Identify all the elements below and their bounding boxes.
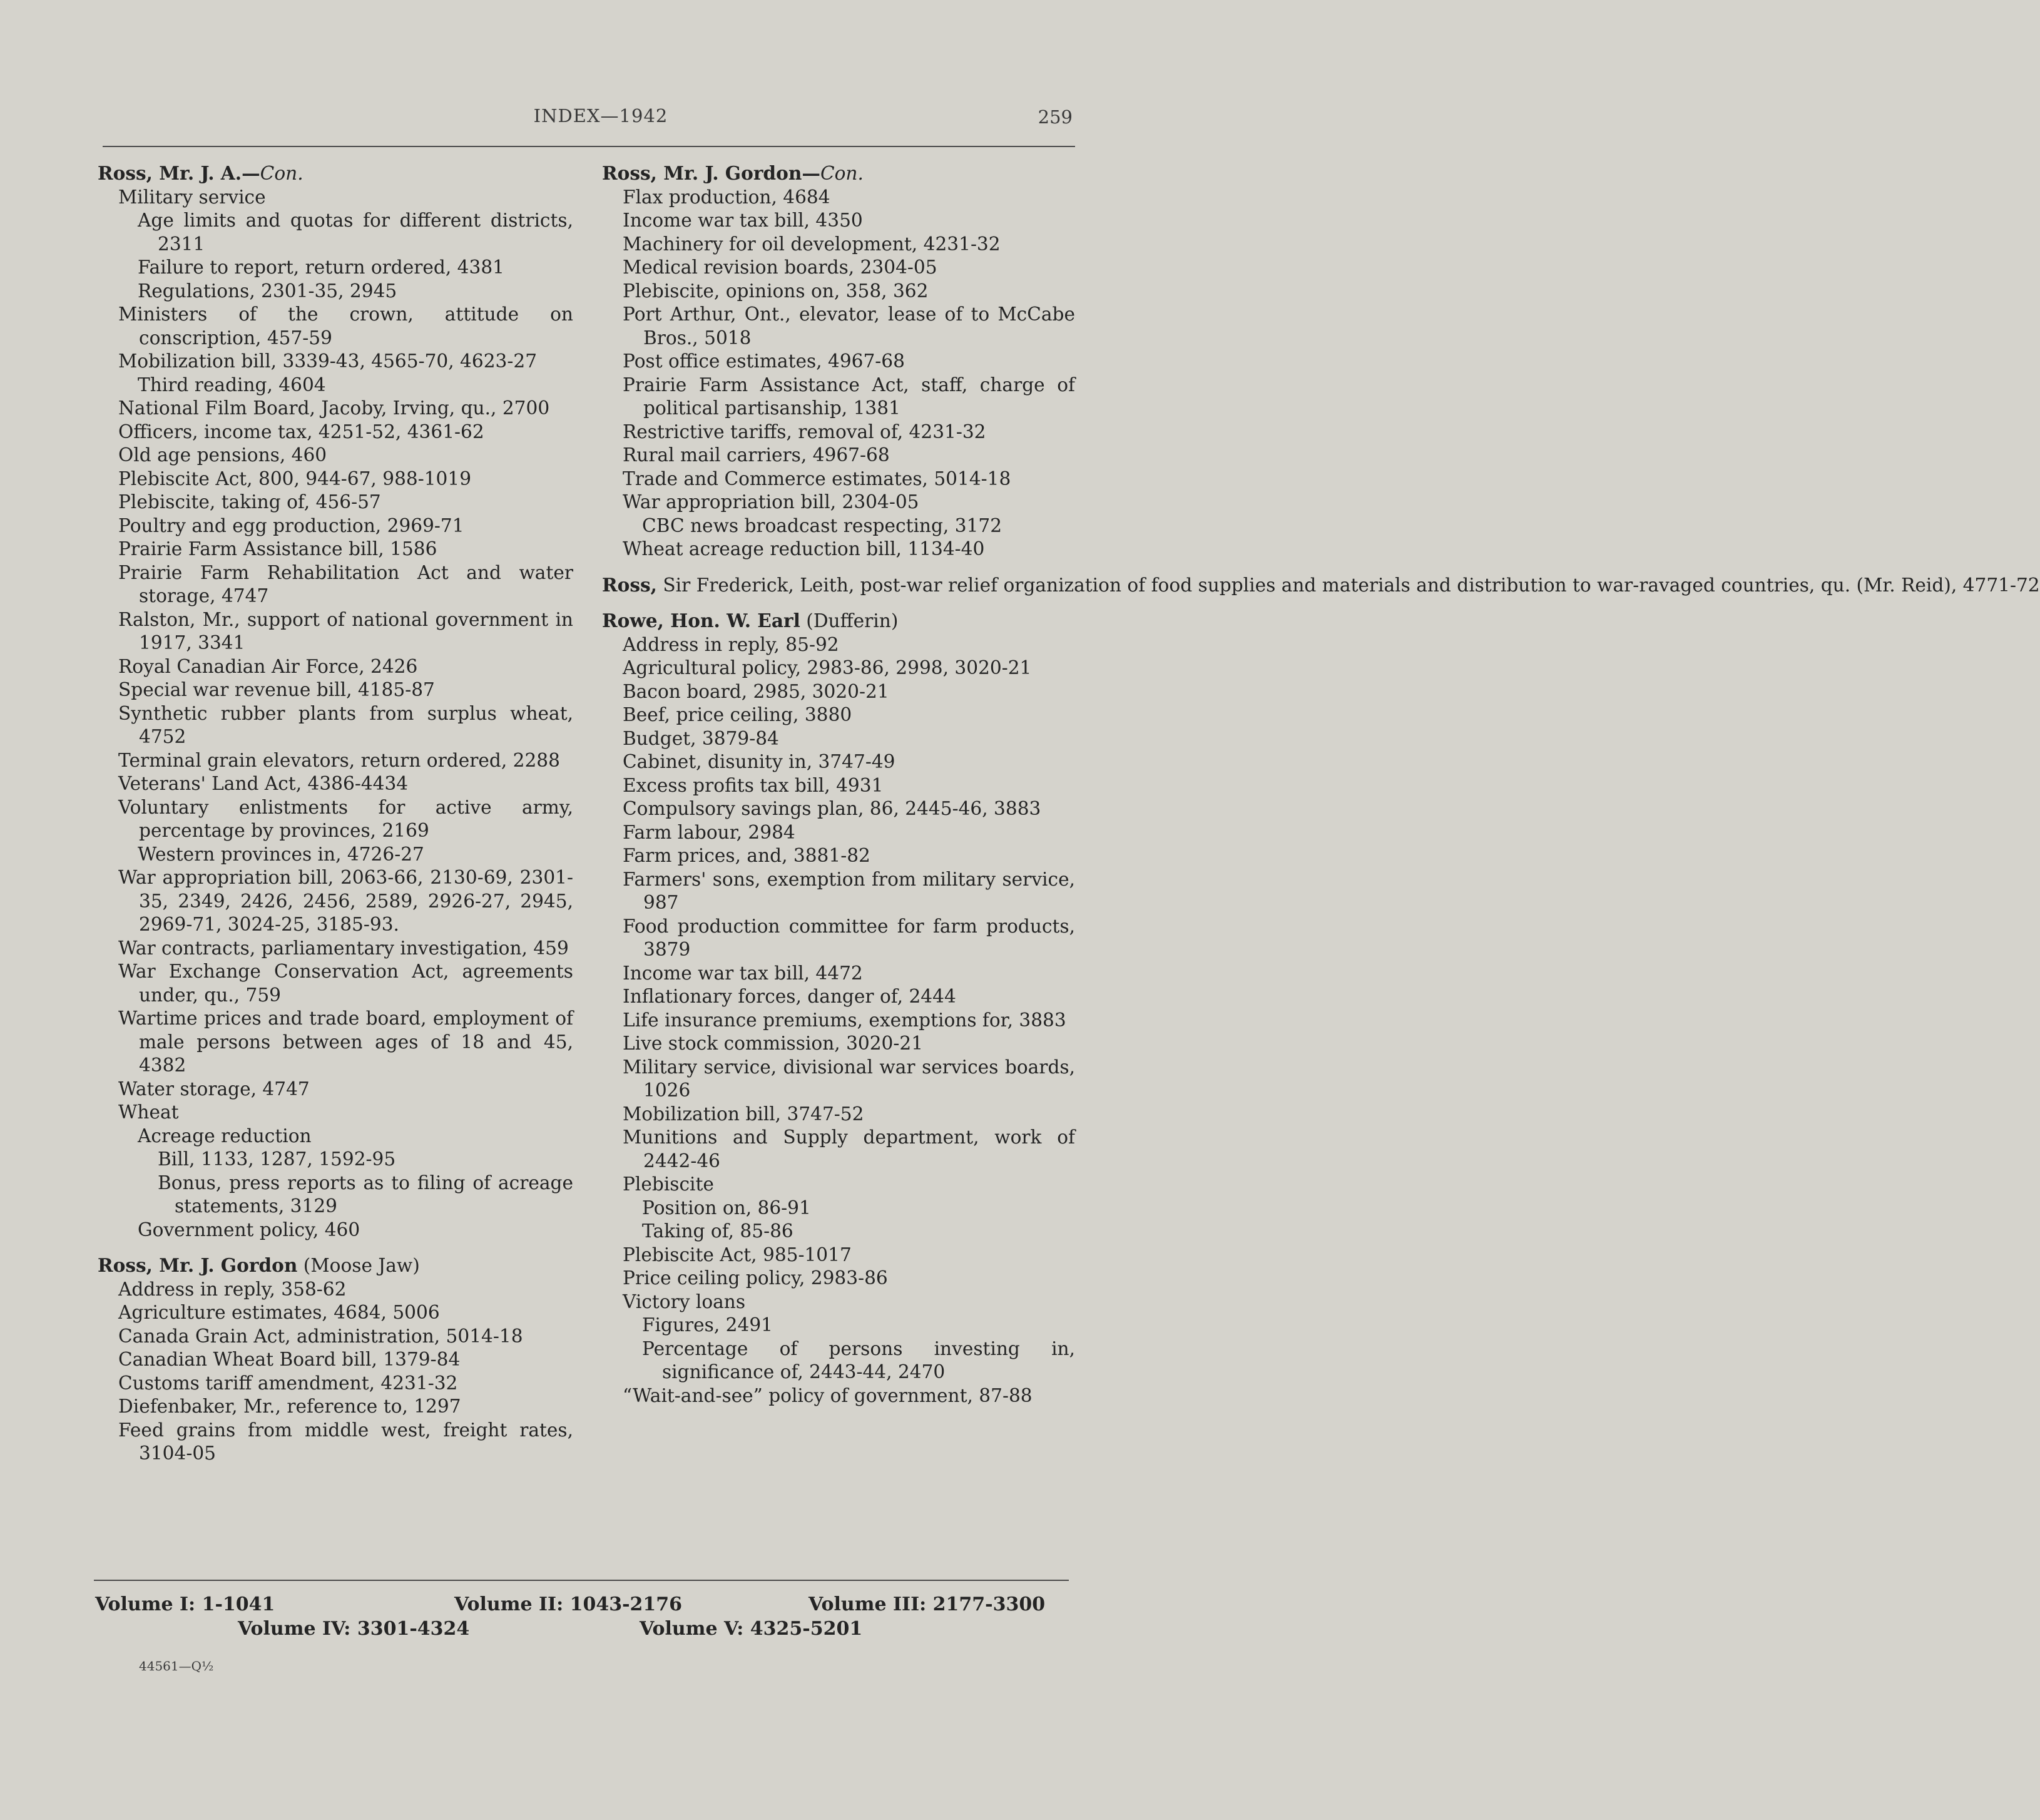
entry-continued-label: Con.: [260, 163, 303, 184]
entry-heading: [602, 161, 1075, 186]
entry-constituency: (Dufferin): [800, 610, 899, 631]
index-subentry: Old age pensions, 460: [118, 444, 327, 466]
entry-name: Ross,: [602, 573, 657, 596]
index-subentry: Income war tax bill, 4472: [623, 962, 863, 984]
index-subentry: Veterans' Land Act, 4386-4434: [118, 773, 409, 794]
index-subentry: Feed grains from middle west, freight rates, 3104-05: [118, 1419, 573, 1464]
index-subentry: Plebiscite Act, 800, 944-67, 988-1019: [118, 468, 472, 489]
index-subentry: Terminal grain elevators, return ordered, 2288: [118, 749, 560, 771]
index-subentry: Inflationary forces, danger of, 2444: [623, 986, 956, 1007]
index-subentry: Prairie Farm Assistance bill, 1586: [118, 538, 437, 560]
footer-rule: [94, 1580, 1069, 1581]
index-subentry: Prairie Farm Assistance Act, staff, charge of political partisanship, 1381: [623, 374, 1075, 419]
index-subentry: Canada Grain Act, administration, 5014-18: [118, 1325, 523, 1347]
entry-heading: [98, 161, 573, 186]
index-subentry: Royal Canadian Air Force, 2426: [118, 655, 418, 677]
entry-name: Ross, Mr. J. Gordon: [98, 1254, 298, 1276]
index-subentry: Price ceiling policy, 2983-86: [623, 1267, 888, 1289]
index-entry: [98, 161, 573, 1242]
index-subentry: CBC news broadcast respecting, 3172: [642, 514, 1002, 536]
volume-4-range: Volume IV: 3301-4324: [238, 1618, 470, 1640]
entry-continued-label: Con.: [820, 163, 864, 184]
index-subentry: Plebiscite, taking of, 456-57: [118, 491, 381, 513]
entry-heading: [602, 609, 1075, 633]
index-subentry: Port Arthur, Ont., elevator, lease of to McCabe Bros., 5018: [623, 304, 1075, 349]
index-subentry: Mobilization bill, 3747-52: [623, 1103, 864, 1125]
index-subentry: Beef, price ceiling, 3880: [623, 704, 852, 725]
index-subentry: War appropriation bill, 2063-66, 2130-69, 2301-35, 2349, 2426, 2456, 2589, 2926-27, 2945, 2969-71, 3024-25, 3185-93.: [118, 867, 573, 935]
volume-2-range: Volume II: 1043-2176: [454, 1593, 683, 1615]
entry-name: Ross, Mr. J. Gordon—: [602, 162, 820, 184]
right-column: [602, 161, 2040, 1419]
index-subentry: Canadian Wheat Board bill, 1379-84: [118, 1349, 461, 1370]
index-subentry: Government policy, 460: [138, 1219, 360, 1240]
index-subentry: Farm prices, and, 3881-82: [623, 845, 870, 866]
index-subentry: Medical revision boards, 2304-05: [623, 257, 937, 278]
index-subentry: Food production committee for farm products, 3879: [623, 915, 1075, 960]
index-subentry: Plebiscite: [623, 1173, 714, 1195]
index-subentry: Address in reply, 358-62: [118, 1278, 347, 1300]
index-subentry: Agriculture estimates, 4684, 5006: [118, 1302, 440, 1323]
index-subentry: Wheat: [118, 1102, 179, 1123]
index-subentry: Plebiscite Act, 985-1017: [623, 1244, 852, 1265]
index-subentry: Military service, divisional war services boards, 1026: [623, 1056, 1075, 1101]
index-subentry: Water storage, 4747: [118, 1078, 310, 1100]
index-entry: [602, 609, 1075, 1408]
index-subentry: Voluntary enlistments for active army, percentage by provinces, 2169: [118, 796, 573, 841]
print-code: 44561—Q½: [139, 1659, 214, 1674]
index-subentry: Farmers' sons, exemption from military service, 987: [623, 868, 1075, 913]
index-subentry: Military service: [118, 186, 266, 208]
entry-heading: [602, 573, 2040, 598]
index-subentry: Western provinces in, 4726-27: [138, 843, 424, 865]
index-subentry: Post office estimates, 4967-68: [623, 350, 905, 372]
index-entry: [602, 573, 2040, 598]
index-subentry: Rural mail carriers, 4967-68: [623, 444, 890, 466]
index-subentry: Bonus, press reports as to filing of acreage statements, 3129: [158, 1172, 573, 1217]
index-subentry: Compulsory savings plan, 86, 2445-46, 3883: [623, 798, 1041, 819]
volume-1-range: Volume I: 1-1041: [95, 1593, 275, 1615]
index-subentry: Mobilization bill, 3339-43, 4565-70, 4623-27: [118, 350, 538, 372]
index-subentry: Figures, 2491: [642, 1314, 773, 1336]
index-subentry: Position on, 86-91: [642, 1197, 811, 1219]
index-subentry: Bill, 1133, 1287, 1592-95: [158, 1148, 396, 1170]
index-subentry: Third reading, 4604: [138, 374, 326, 396]
index-subentry: Trade and Commerce estimates, 5014-18: [623, 468, 1011, 489]
index-subentry: Address in reply, 85-92: [623, 633, 839, 655]
index-subentry: Cabinet, disunity in, 3747-49: [623, 751, 895, 772]
index-subentry: War contracts, parliamentary investigation, 459: [118, 937, 569, 959]
index-subentry: Acreage reduction: [138, 1125, 312, 1147]
index-subentry: Special war revenue bill, 4185-87: [118, 679, 435, 700]
volume-5-range: Volume V: 4325-5201: [640, 1618, 863, 1640]
page-number: 259: [1038, 106, 1073, 128]
entry-name: Ross, Mr. J. A.—: [98, 162, 260, 184]
index-entry: [98, 1254, 573, 1466]
header-rule: [103, 146, 1075, 147]
index-subentry: Officers, income tax, 4251-52, 4361-62: [118, 421, 484, 442]
index-subentry: Life insurance premiums, exemptions for, 3883: [623, 1009, 1066, 1031]
index-subentry: Munitions and Supply department, work of 2442-46: [623, 1127, 1075, 1172]
index-subentry: Customs tariff amendment, 4231-32: [118, 1372, 458, 1394]
volume-3-range: Volume III: 2177-3300: [808, 1593, 1046, 1615]
index-subentry: Ministers of the crown, attitude on conscription, 457-59: [118, 304, 573, 349]
index-subentry: Income war tax bill, 4350: [623, 210, 863, 231]
index-subentry: War Exchange Conservation Act, agreements under, qu., 759: [118, 961, 573, 1006]
entry-constituency: Sir Frederick, Leith, post-war relief organization of food supplies and materials and distribution to war-ravaged countries, qu. (Mr. Reid), 4771-72: [656, 574, 2040, 596]
index-subentry: War appropriation bill, 2304-05: [623, 491, 919, 513]
index-subentry: Wartime prices and trade board, employment of male persons between ages of 18 and 45, 4382: [118, 1008, 573, 1076]
index-subentry: Farm labour, 2984: [623, 821, 795, 843]
index-subentry: Live stock commission, 3020-21: [623, 1033, 924, 1054]
index-subentry: Diefenbaker, Mr., reference to, 1297: [118, 1396, 461, 1417]
index-subentry: Wheat acreage reduction bill, 1134-40: [623, 538, 985, 560]
index-subentry: Synthetic rubber plants from surplus wheat, 4752: [118, 702, 573, 747]
index-subentry: Failure to report, return ordered, 4381: [138, 257, 504, 278]
index-subentry: Prairie Farm Rehabilitation Act and water storage, 4747: [118, 561, 573, 606]
index-subentry: Bacon board, 2985, 3020-21: [623, 680, 889, 702]
index-subentry: Age limits and quotas for different districts, 2311: [138, 210, 573, 255]
page-header-title: INDEX—1942: [533, 105, 668, 126]
index-subentry: Ralston, Mr., support of national government in 1917, 3341: [118, 608, 573, 653]
index-subentry: Regulations, 2301-35, 2945: [138, 280, 397, 302]
index-subentry: Taking of, 85-86: [642, 1220, 793, 1242]
index-subentry: National Film Board, Jacoby, Irving, qu., 2700: [118, 397, 550, 419]
index-subentry: Agricultural policy, 2983-86, 2998, 3020-21: [623, 657, 1032, 678]
entry-heading: [98, 1254, 573, 1278]
index-subentry: Plebiscite, opinions on, 358, 362: [623, 280, 929, 302]
index-subentry: Machinery for oil development, 4231-32: [623, 233, 1001, 255]
index-subentry: Excess profits tax bill, 4931: [623, 774, 884, 796]
left-column: [98, 161, 573, 1478]
index-subentry: Flax production, 4684: [623, 186, 830, 208]
index-subentry: Percentage of persons investing in, significance of, 2443-44, 2470: [642, 1337, 1075, 1383]
entry-constituency: (Moose Jaw): [297, 1255, 420, 1276]
index-subentry: Victory loans: [623, 1291, 746, 1312]
index-subentry: Restrictive tariffs, removal of, 4231-32: [623, 421, 986, 442]
index-subentry: “Wait-and-see” policy of government, 87-88: [623, 1384, 1033, 1406]
index-subentry: Budget, 3879-84: [623, 727, 779, 749]
entry-name: Rowe, Hon. W. Earl: [602, 610, 800, 631]
index-subentry: Poultry and egg production, 2969-71: [118, 514, 464, 536]
index-entry: [602, 161, 1075, 561]
